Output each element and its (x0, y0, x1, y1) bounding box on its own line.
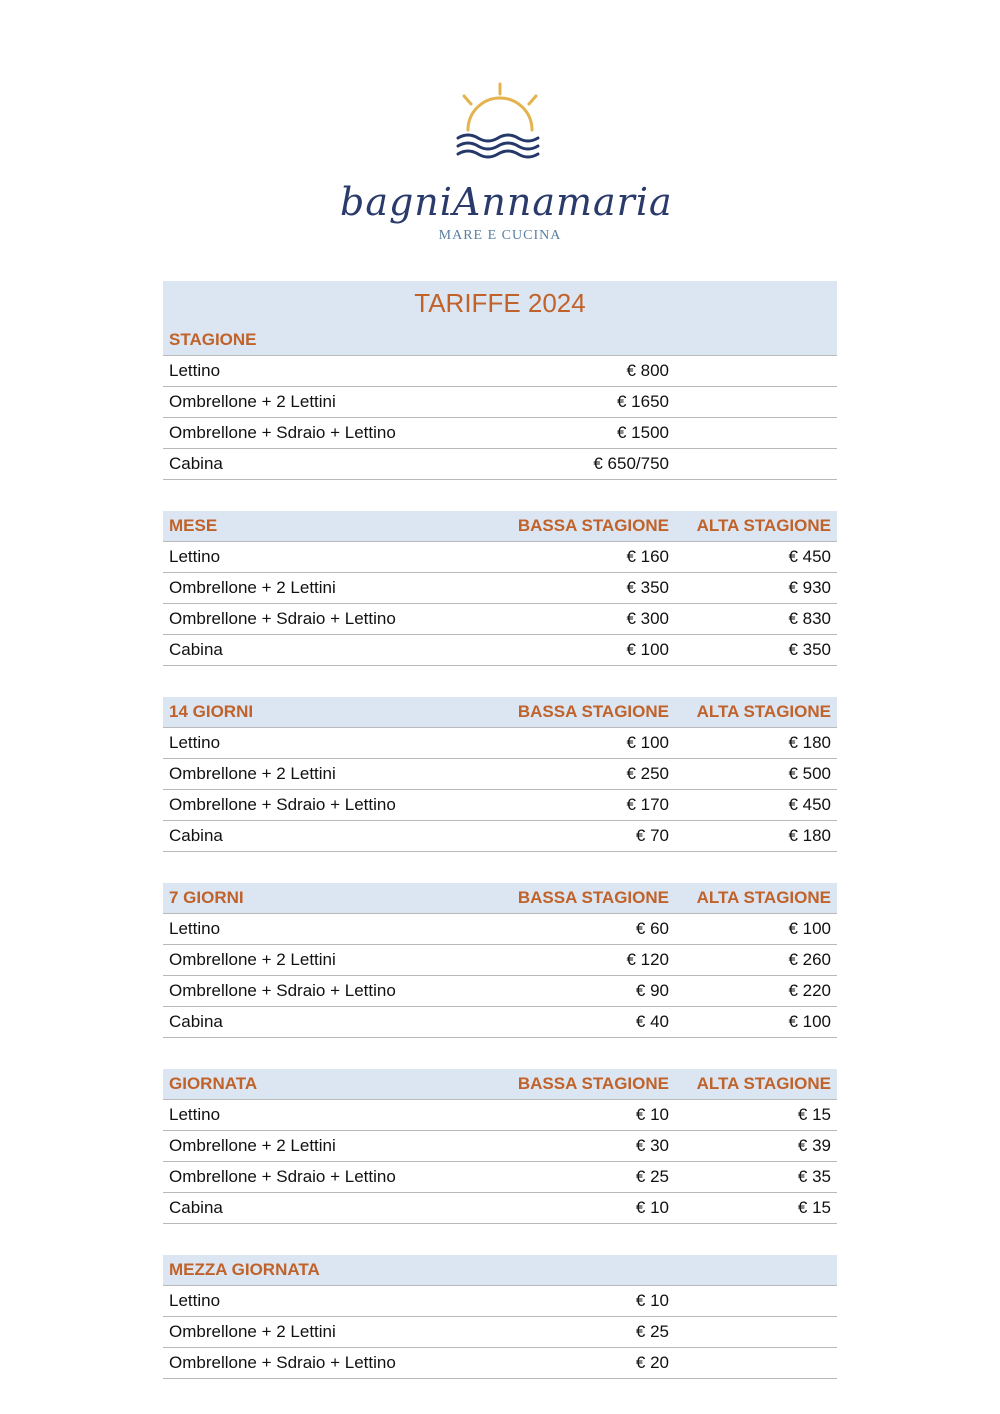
table-row (163, 945, 837, 976)
table-row (163, 604, 837, 635)
section-header (163, 1255, 837, 1286)
brand-name: bagniAnnamaria (340, 180, 673, 224)
item-label: Ombrellone + 2 Lettini (169, 392, 336, 411)
table-row (163, 1100, 837, 1131)
table-row (163, 1193, 837, 1224)
table-row (163, 449, 837, 480)
tariff-section (163, 883, 837, 1038)
item-label: Ombrellone + 2 Lettini (169, 578, 336, 597)
price-high-season: € 39 (797, 1136, 831, 1155)
price-low-season: € 100 (626, 640, 669, 659)
price-low-season: € 10 (635, 1198, 669, 1217)
price-low-season: € 10 (635, 1291, 669, 1310)
price-low-season: € 25 (635, 1322, 669, 1341)
brand-tagline: MARE E CUCINA (438, 228, 562, 243)
table-row (163, 728, 837, 759)
price-high-season: € 180 (788, 826, 831, 845)
item-label: Ombrellone + Sdraio + Lettino (169, 609, 396, 628)
price-high-season: € 450 (788, 547, 831, 566)
column-header-low-season: BASSA STAGIONE (517, 516, 669, 535)
column-header-low-season: BASSA STAGIONE (517, 702, 669, 721)
price-high-season: € 180 (788, 733, 831, 752)
price-low-season: € 20 (635, 1353, 669, 1372)
sun-waves-icon (340, 78, 660, 178)
column-header-high-season: ALTA STAGIONE (696, 516, 831, 535)
price-low-season: € 250 (626, 764, 669, 783)
item-label: Ombrellone + Sdraio + Lettino (169, 423, 396, 442)
item-label: Lettino (169, 1105, 221, 1124)
column-header-low-season: BASSA STAGIONE (517, 888, 669, 907)
item-label: Lettino (169, 361, 221, 380)
section-title: 7 GIORNI (169, 888, 244, 907)
tariff-section (163, 697, 837, 852)
item-label: Cabina (169, 826, 223, 845)
item-label: Cabina (169, 454, 223, 473)
table-row (163, 1286, 837, 1317)
table-row (163, 542, 837, 573)
section-title: GIORNATA (169, 1074, 258, 1093)
table-row (163, 821, 837, 852)
section-header (163, 1069, 837, 1100)
table-row (163, 635, 837, 666)
column-header-high-season: ALTA STAGIONE (696, 702, 831, 721)
price-low-season: € 160 (626, 547, 669, 566)
section-title: MEZZA GIORNATA (169, 1260, 320, 1279)
item-label: Cabina (169, 640, 223, 659)
price-high-season: € 930 (788, 578, 831, 597)
section-title: MESE (169, 516, 218, 535)
price-low-season: € 70 (635, 826, 669, 845)
tariff-sections (163, 325, 837, 1379)
price-low-season: € 90 (635, 981, 669, 1000)
price-low-season: € 60 (635, 919, 669, 938)
section-header (163, 325, 837, 356)
section-header (163, 697, 837, 728)
brand-logo (340, 78, 673, 248)
table-row (163, 1348, 837, 1379)
price-low-season: € 170 (626, 795, 669, 814)
section-title: 14 GIORNI (169, 702, 254, 721)
section-header (163, 883, 837, 914)
table-row (163, 387, 837, 418)
item-label: Lettino (169, 547, 221, 566)
item-label: Cabina (169, 1012, 223, 1031)
item-label: Lettino (169, 919, 221, 938)
table-row (163, 759, 837, 790)
item-label: Ombrellone + Sdraio + Lettino (169, 1353, 396, 1372)
price-low-season: € 10 (635, 1105, 669, 1124)
table-row (163, 1162, 837, 1193)
price-high-season: € 15 (797, 1198, 831, 1217)
table-row (163, 1317, 837, 1348)
table-row (163, 356, 837, 387)
tariff-section (163, 1069, 837, 1224)
column-header-high-season: ALTA STAGIONE (696, 1074, 831, 1093)
item-label: Ombrellone + Sdraio + Lettino (169, 1167, 396, 1186)
price-low-season: € 25 (635, 1167, 669, 1186)
price-high-season: € 450 (788, 795, 831, 814)
price-high-season: € 15 (797, 1105, 831, 1124)
price-low-season: € 1650 (617, 392, 669, 411)
table-row (163, 573, 837, 604)
item-label: Ombrellone + 2 Lettini (169, 1136, 336, 1155)
section-header (163, 511, 837, 542)
price-low-season: € 30 (635, 1136, 669, 1155)
price-low-season: € 650/750 (593, 454, 669, 473)
price-low-season: € 350 (626, 578, 669, 597)
price-high-season: € 500 (788, 764, 831, 783)
item-label: Ombrellone + 2 Lettini (169, 950, 336, 969)
item-label: Cabina (169, 1198, 223, 1217)
price-low-season: € 40 (635, 1012, 669, 1031)
item-label: Lettino (169, 733, 221, 752)
price-high-season: € 100 (788, 1012, 831, 1031)
item-label: Ombrellone + 2 Lettini (169, 1322, 336, 1341)
price-high-season: € 35 (797, 1167, 831, 1186)
item-label: Ombrellone + Sdraio + Lettino (169, 795, 396, 814)
item-label: Ombrellone + Sdraio + Lettino (169, 981, 396, 1000)
table-row (163, 418, 837, 449)
table-row (163, 914, 837, 945)
price-high-season: € 260 (788, 950, 831, 969)
price-low-season: € 120 (626, 950, 669, 969)
price-high-season: € 100 (788, 919, 831, 938)
item-label: Lettino (169, 1291, 221, 1310)
table-row (163, 1131, 837, 1162)
table-row (163, 976, 837, 1007)
table-row (163, 1007, 837, 1038)
item-label: Ombrellone + 2 Lettini (169, 764, 336, 783)
price-low-season: € 1500 (617, 423, 669, 442)
tariff-section (163, 325, 837, 480)
section-title: STAGIONE (169, 330, 257, 349)
price-low-season: € 800 (626, 361, 669, 380)
page-title: TARIFFE 2024 (163, 281, 837, 325)
price-low-season: € 300 (626, 609, 669, 628)
price-high-season: € 830 (788, 609, 831, 628)
table-row (163, 790, 837, 821)
column-header-low-season: BASSA STAGIONE (517, 1074, 669, 1093)
tariff-section (163, 511, 837, 666)
price-high-season: € 220 (788, 981, 831, 1000)
tariff-section (163, 1255, 837, 1379)
price-high-season: € 350 (788, 640, 831, 659)
price-low-season: € 100 (626, 733, 669, 752)
column-header-high-season: ALTA STAGIONE (696, 888, 831, 907)
tariff-sheet (163, 281, 837, 1410)
